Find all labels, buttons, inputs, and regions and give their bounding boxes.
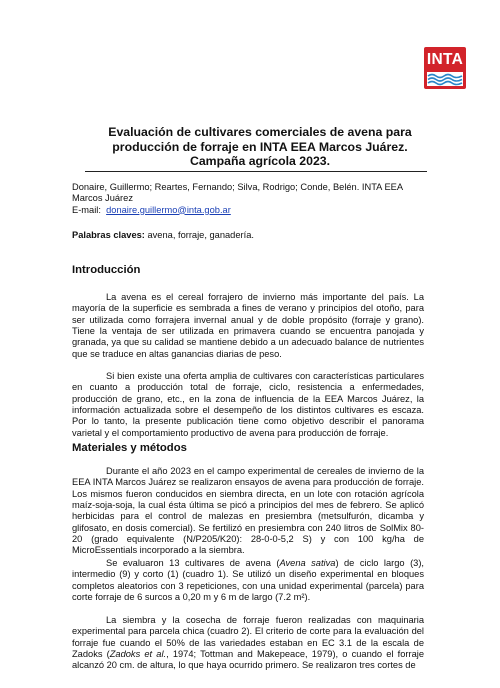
methods-paragraph-3 bbox=[72, 615, 424, 672]
title-divider bbox=[85, 171, 427, 172]
keywords-value: avena, forraje, ganadería. bbox=[147, 230, 254, 240]
email-line bbox=[72, 205, 432, 216]
intro-paragraph-2: Si bien existe una oferta amplia de cultivares con características particulares en cuanto a producción total de forraje, ciclo, resistencia a enfermedades, producción de grano, etc., en la zona de influencia de la EEA Marcos Juárez, la información actualizada sobre el desempeño de los distintos cultivares es escaza. Por lo tanto, la presente publicación tiene como objetivo describir el panorama varietal y el comportamiento productivo de avena para producción de forraje. bbox=[72, 371, 424, 438]
species-name: Avena sativa bbox=[279, 558, 336, 568]
methods-paragraph-1: Durante el año 2023 en el campo experimental de cereales de invierno de la EEA INTA Marcos Juárez se realizaron ensayos de avena para producción de forraje. Los mismos fueron conducidos en siembra directa, en un lote con rotación agrícola maíz-soja-soja, la cual ésta última se picó a principios del mes de febrero. Se aplicó herbicidas para el control de malezas en presiembra (metsulfurón, dicamba y glifosato, en dosis comercial). Se fertilizó en presiembra con 240 litros de SolMix 80-20 (grado equivalente (N/P205/K20): 28-0-0-5,2 S) y con 100 kg/ha de MicroEssentials incorporado a la siembra. bbox=[72, 466, 424, 556]
heading-materiales-metodos: Materiales y métodos bbox=[72, 442, 187, 454]
methods-p3-part-b: , 1974; Tottman and Makepeace, 1979), o cuando el forraje alcanzó 20 cm. de altura, lo que haya ocurrido primero. Se realizaron tres cortes de bbox=[72, 649, 424, 671]
citation-zadoks: Zadoks et al. bbox=[109, 649, 167, 660]
methods-p3-part-a: La siembra y la cosecha de forraje fueron realizadas con maquinaria experimental para parcela chica (cuadro 2). El criterio de corte para la evaluación del forraje fue cuando el 50% de las variedades estaban en EC 3.1 de la escala de Zadoks ( bbox=[72, 615, 424, 660]
email-label: E-mail: bbox=[72, 204, 101, 215]
heading-introduccion: Introducción bbox=[72, 264, 141, 276]
title-line-1: Evaluación de cultivares comerciales de avena para bbox=[108, 125, 412, 139]
methods-paragraph-2 bbox=[72, 558, 424, 603]
email-link[interactable]: donaire.guillermo@inta.gob.ar bbox=[106, 204, 231, 215]
keywords-label: Palabras claves: bbox=[72, 230, 145, 240]
authors-line-2: Marcos Juárez bbox=[72, 193, 133, 204]
intro-paragraph-1: La avena es el cereal forrajero de invierno más importante del país. La mayoría de la superficie es sembrada a fines de verano y principios del otoño, para ser utilizada como forrajera invernal anual y de doble propósito (forraje y grano). Tiene la ventaja de ser utilizada en primavera cuando se encuentra panojada y granada, ya que su calidad se mantiene debido a un adecuado balance de nutrientes que se traduce en altas ganancias diarias de peso. bbox=[72, 292, 424, 359]
title-line-3: Campaña agrícola 2023. bbox=[189, 154, 331, 168]
methods-p2-part-a: Se evaluaron 13 cultivares de avena ( bbox=[106, 558, 280, 568]
authors-line-1: Donaire, Guillermo; Reartes, Fernando; Silva, Rodrigo; Conde, Belén. INTA EEA bbox=[72, 182, 404, 192]
inta-logo bbox=[424, 47, 466, 89]
authors bbox=[72, 182, 432, 216]
keywords bbox=[72, 230, 254, 241]
methods-p2-part-b: ) de ciclo largo (3), intermedio (9) y corto (1) (cuadro 1). Se utilizó un diseño experimental en bloques completos aleatorios con 3 repeticiones, con una unidad experimental (parcela) para corte forraje de 6 surcos a 0,20 m y 6 m de largo (7.2 m²). bbox=[72, 558, 425, 603]
title-line-2: producción de forraje en INTA EEA Marcos Juárez. bbox=[112, 139, 408, 154]
logo-wave-band bbox=[427, 72, 463, 86]
document-title bbox=[80, 125, 440, 169]
logo-text: INTA bbox=[426, 51, 464, 68]
